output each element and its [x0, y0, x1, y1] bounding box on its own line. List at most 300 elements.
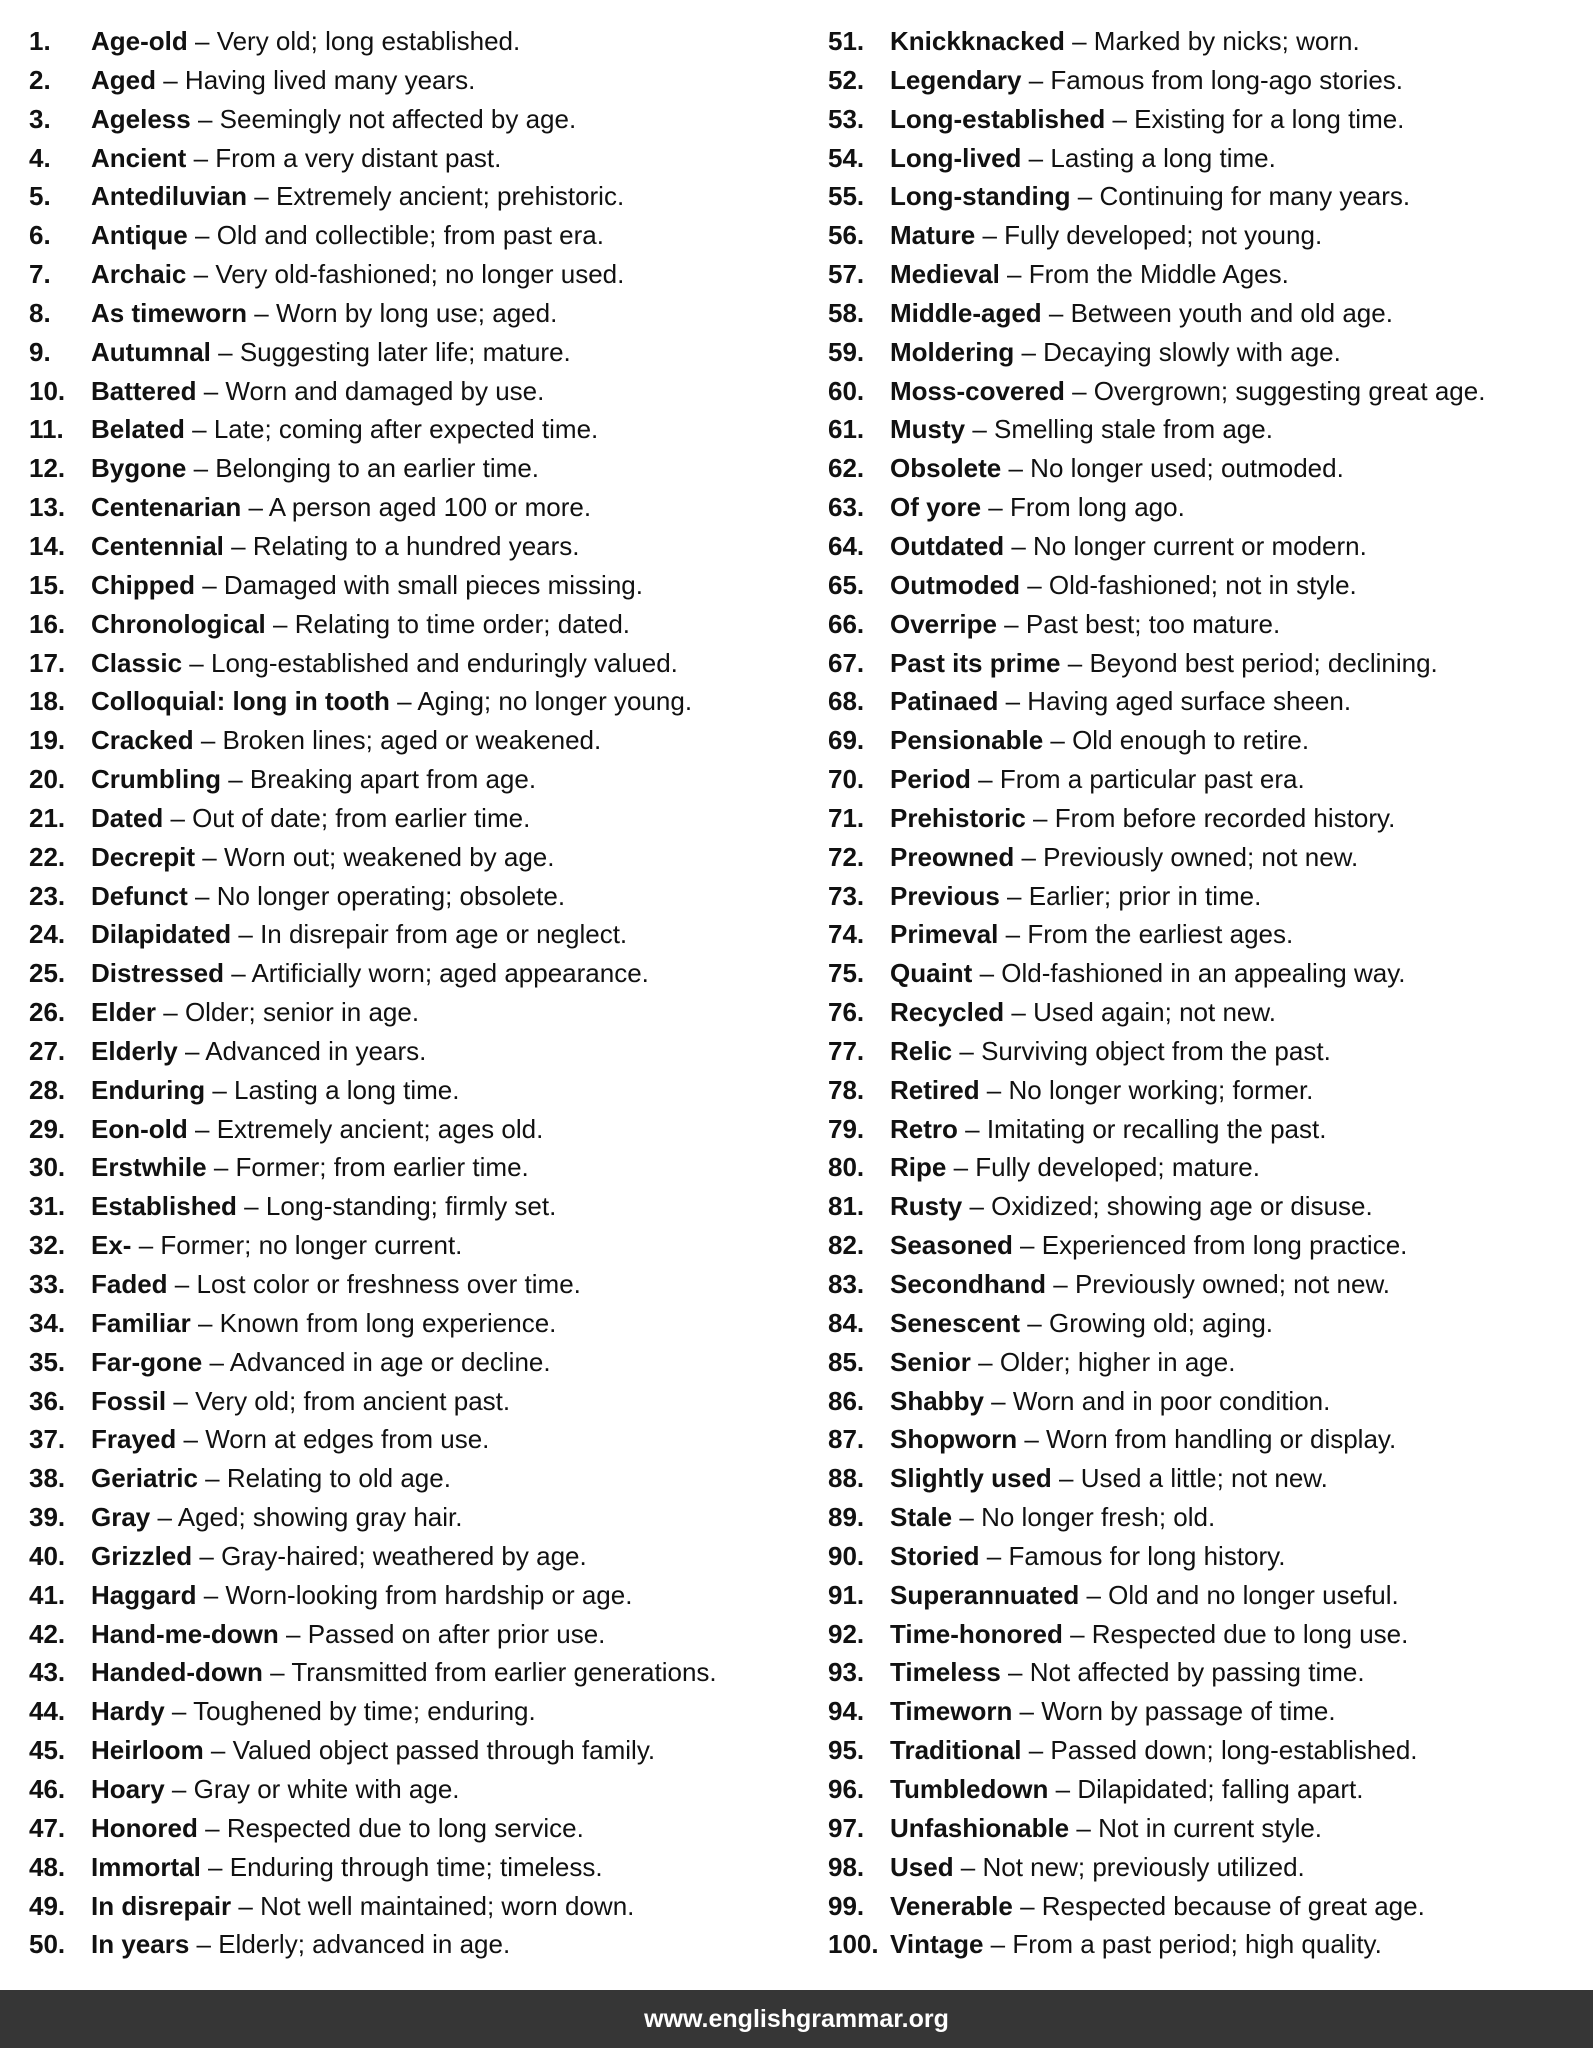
- item-number: 54.: [828, 142, 865, 173]
- item-text: [91, 1537, 587, 1576]
- item-number: 68.: [828, 686, 865, 717]
- item-word: Enduring: [91, 1074, 206, 1105]
- item-number: 50.: [29, 1929, 66, 1960]
- item-text: [890, 1420, 1396, 1459]
- item-separator: –: [952, 1035, 982, 1066]
- item-separator: –: [1004, 997, 1034, 1028]
- item-definition: Out of date; from earlier time.: [192, 802, 531, 833]
- item-word: Senescent: [890, 1307, 1021, 1338]
- list-item: [29, 1187, 799, 1226]
- list-item: [828, 954, 1588, 993]
- item-separator: –: [189, 1929, 219, 1960]
- item-separator: –: [200, 1851, 230, 1882]
- item-separator: –: [998, 686, 1028, 717]
- item-separator: –: [1064, 375, 1094, 406]
- item-word: Stale: [890, 1502, 953, 1533]
- item-separator: –: [187, 220, 217, 251]
- item-definition: Decaying slowly with age.: [1043, 336, 1341, 367]
- item-text: [890, 1887, 1425, 1926]
- item-separator: –: [1012, 1696, 1042, 1727]
- item-text: [890, 1071, 1313, 1110]
- item-separator: –: [970, 764, 1000, 795]
- item-separator: –: [231, 919, 261, 950]
- item-definition: Dilapidated; falling apart.: [1077, 1773, 1364, 1804]
- item-definition: Extremely ancient; ages old.: [216, 1113, 544, 1144]
- list-item: [29, 410, 799, 449]
- item-definition: Not affected by passing time.: [1029, 1657, 1365, 1688]
- item-separator: –: [167, 1269, 197, 1299]
- list-item: [29, 1848, 799, 1887]
- item-text: [890, 1459, 1328, 1498]
- item-separator: –: [1046, 1269, 1075, 1299]
- item-word: Geriatric: [91, 1463, 198, 1494]
- item-separator: –: [156, 997, 185, 1028]
- list-item: [29, 294, 799, 333]
- item-definition: Fully developed; not young.: [1004, 220, 1323, 251]
- item-word: Far-gone: [91, 1346, 203, 1377]
- item-definition: Respected because of great age.: [1041, 1890, 1425, 1921]
- item-definition: Marked by nicks; worn.: [1093, 26, 1360, 56]
- item-text: [890, 1615, 1408, 1654]
- item-definition: Older; higher in age.: [999, 1346, 1236, 1377]
- item-number: 85.: [828, 1346, 865, 1377]
- item-text: [91, 61, 475, 100]
- item-text: [890, 1148, 1260, 1187]
- item-text: [91, 1226, 462, 1265]
- item-number: 96.: [828, 1773, 865, 1804]
- item-number: 74.: [828, 919, 865, 950]
- item-word: Senior: [890, 1346, 971, 1377]
- list-item: [29, 1770, 799, 1809]
- item-word: Battered: [91, 375, 197, 406]
- item-separator: –: [182, 647, 211, 678]
- list-item: [29, 177, 799, 216]
- list-item: [29, 1653, 799, 1692]
- item-text: [890, 372, 1485, 411]
- item-word: Secondhand: [890, 1269, 1047, 1299]
- item-number: 37.: [29, 1424, 66, 1455]
- item-number: 15.: [29, 569, 66, 600]
- item-separator: –: [1079, 1579, 1109, 1610]
- item-text: [91, 1809, 584, 1848]
- item-word: Venerable: [890, 1890, 1013, 1921]
- item-separator: –: [131, 1230, 161, 1261]
- item-word: Superannuated: [890, 1579, 1080, 1610]
- word-list: [0, 22, 1593, 1972]
- item-separator: –: [195, 569, 224, 600]
- list-item: [29, 1925, 799, 1964]
- list-item: [828, 139, 1588, 178]
- item-separator: –: [1064, 26, 1094, 56]
- item-text: [91, 1848, 603, 1887]
- item-definition: Seemingly not affected by age.: [219, 103, 577, 134]
- item-number: 89.: [828, 1502, 865, 1533]
- list-item: [29, 61, 799, 100]
- item-text: [890, 333, 1341, 372]
- item-number: 24.: [29, 919, 66, 950]
- item-word: Heirloom: [91, 1735, 204, 1766]
- item-separator: –: [1001, 453, 1031, 484]
- item-text: [91, 1071, 459, 1110]
- list-item: [29, 1343, 799, 1382]
- item-word: Chipped: [91, 569, 195, 600]
- item-word: Quaint: [890, 958, 973, 989]
- item-word: Hoary: [91, 1773, 165, 1804]
- item-word: Long-established: [890, 103, 1106, 134]
- item-word: Honored: [91, 1812, 198, 1843]
- item-definition: Respected due to long use.: [1091, 1618, 1409, 1649]
- item-text: [91, 139, 501, 178]
- item-separator: –: [1021, 64, 1051, 95]
- item-separator: –: [1025, 802, 1055, 833]
- item-text: [890, 1382, 1330, 1421]
- item-word: Frayed: [91, 1424, 177, 1455]
- item-separator: –: [1000, 1657, 1030, 1688]
- item-word: Handed-down: [91, 1657, 263, 1688]
- item-number: 3.: [29, 103, 51, 134]
- item-number: 33.: [29, 1269, 66, 1299]
- item-text: [91, 1770, 460, 1809]
- item-number: 77.: [828, 1035, 865, 1066]
- item-word: Immortal: [91, 1851, 201, 1882]
- item-number: 17.: [29, 647, 66, 678]
- item-separator: –: [193, 725, 223, 756]
- item-text: [91, 488, 591, 527]
- item-text: [890, 527, 1367, 566]
- item-definition: Lasting a long time.: [234, 1074, 460, 1105]
- item-separator: –: [231, 1890, 261, 1921]
- list-item: [828, 372, 1588, 411]
- item-text: [91, 216, 604, 255]
- item-separator: –: [192, 1540, 222, 1571]
- item-word: Colloquial: long in tooth: [91, 686, 390, 717]
- item-separator: –: [223, 958, 252, 989]
- item-text: [890, 216, 1322, 255]
- item-text: [91, 1420, 489, 1459]
- item-separator: –: [1021, 1735, 1051, 1766]
- item-definition: Surviving object from the past.: [981, 1035, 1331, 1066]
- item-number: 28.: [29, 1074, 66, 1105]
- item-text: [91, 644, 678, 683]
- item-word: Defunct: [91, 880, 188, 911]
- item-definition: Belonging to an earlier time.: [215, 453, 540, 484]
- item-word: Obsolete: [890, 453, 1002, 484]
- footer-site-link[interactable]: www.englishgrammar.org: [644, 2004, 949, 2033]
- item-text: [91, 1382, 510, 1421]
- list-item: [828, 1770, 1588, 1809]
- item-text: [91, 721, 601, 760]
- item-separator: –: [975, 220, 1005, 251]
- item-separator: –: [223, 530, 253, 561]
- item-text: [890, 1925, 1382, 1964]
- item-definition: Lasting a long time.: [1050, 142, 1276, 173]
- list-item: [29, 1148, 799, 1187]
- item-number: 84.: [828, 1307, 865, 1338]
- item-word: Classic: [91, 647, 183, 678]
- item-number: 6.: [29, 220, 51, 251]
- item-number: 92.: [828, 1618, 865, 1649]
- item-definition: From the Middle Ages.: [1028, 259, 1289, 290]
- item-word: Recycled: [890, 997, 1005, 1028]
- item-text: [91, 1148, 529, 1187]
- item-word: Distressed: [91, 958, 224, 989]
- item-definition: Gray-haired; weathered by age.: [221, 1540, 587, 1571]
- item-definition: Passed down; long-established.: [1050, 1735, 1418, 1766]
- item-text: [890, 877, 1261, 916]
- item-definition: Advanced in years.: [205, 1035, 427, 1066]
- item-number: 61.: [828, 414, 865, 445]
- item-word: Retired: [890, 1074, 980, 1105]
- list-item: [29, 1459, 799, 1498]
- item-definition: From before recorded history.: [1054, 802, 1396, 833]
- item-definition: Old enough to retire.: [1072, 725, 1310, 756]
- list-item: [29, 993, 799, 1032]
- item-text: [890, 488, 1185, 527]
- item-definition: Relating to a hundred years.: [252, 530, 580, 561]
- item-word: Gray: [91, 1502, 151, 1533]
- item-separator: –: [202, 1346, 230, 1377]
- item-word: Ex-: [91, 1230, 132, 1261]
- item-separator: –: [981, 492, 1010, 523]
- item-definition: Used a little; not new.: [1080, 1463, 1328, 1494]
- item-definition: Advanced in age or decline.: [229, 1346, 551, 1377]
- list-item: [828, 1848, 1588, 1887]
- item-number: 88.: [828, 1463, 865, 1494]
- item-text: [890, 61, 1403, 100]
- item-separator: –: [236, 1191, 266, 1222]
- item-text: [890, 605, 1280, 644]
- item-number: 52.: [828, 64, 865, 95]
- item-word: Past its prime: [890, 647, 1061, 678]
- item-separator: –: [247, 297, 276, 328]
- item-word: Chronological: [91, 608, 266, 639]
- item-text: [91, 838, 554, 877]
- item-definition: Valued object passed through family.: [232, 1735, 656, 1766]
- item-text: [890, 721, 1309, 760]
- item-definition: Worn from handling or display.: [1046, 1424, 1397, 1455]
- item-definition: Used again; not new.: [1033, 997, 1276, 1028]
- item-separator: –: [979, 1074, 1009, 1105]
- item-number: 41.: [29, 1579, 66, 1610]
- item-text: [91, 1925, 510, 1964]
- item-separator: –: [166, 1385, 196, 1416]
- item-separator: –: [195, 841, 224, 872]
- item-definition: From a very distant past.: [215, 142, 502, 173]
- item-text: [890, 1226, 1407, 1265]
- list-item: [828, 216, 1588, 255]
- item-separator: –: [983, 1929, 1013, 1960]
- list-item: [828, 294, 1588, 333]
- item-separator: –: [972, 958, 1002, 989]
- list-item: [828, 1071, 1588, 1110]
- item-definition: Extremely ancient; prehistoric.: [275, 181, 625, 212]
- item-word: Retro: [890, 1113, 958, 1144]
- list-item: [828, 605, 1588, 644]
- item-text: [890, 449, 1344, 488]
- item-separator: –: [1014, 336, 1044, 367]
- list-item: [828, 566, 1588, 605]
- item-word: Grizzled: [91, 1540, 193, 1571]
- list-item: [29, 1226, 799, 1265]
- item-definition: Very old-fashioned; no longer used.: [215, 259, 625, 290]
- item-word: Centennial: [91, 530, 224, 561]
- item-word: Preowned: [890, 841, 1015, 872]
- item-separator: –: [1020, 569, 1049, 600]
- item-word: As timeworn: [91, 297, 248, 328]
- item-definition: No longer current or modern.: [1033, 530, 1367, 561]
- item-word: Cracked: [91, 725, 194, 756]
- item-definition: Imitating or recalling the past.: [986, 1113, 1327, 1144]
- item-separator: –: [1069, 1812, 1099, 1843]
- item-number: 11.: [29, 414, 64, 445]
- list-item: [29, 488, 799, 527]
- list-item: [828, 1692, 1588, 1731]
- list-item: [29, 216, 799, 255]
- item-text: [91, 605, 630, 644]
- item-text: [890, 1304, 1273, 1343]
- item-number: 49.: [29, 1890, 66, 1921]
- item-text: [91, 449, 539, 488]
- list-item: [29, 449, 799, 488]
- item-word: Vintage: [890, 1929, 984, 1960]
- item-number: 83.: [828, 1269, 865, 1299]
- list-item: [29, 1498, 799, 1537]
- item-word: Fossil: [91, 1385, 167, 1416]
- item-word: Age-old: [91, 26, 188, 56]
- item-separator: –: [196, 1579, 226, 1610]
- list-item: [828, 915, 1588, 954]
- list-item: [828, 1576, 1588, 1615]
- item-number: 26.: [29, 997, 66, 1028]
- item-separator: –: [186, 453, 216, 484]
- item-text: [890, 100, 1404, 139]
- item-word: Middle-aged: [890, 297, 1042, 328]
- item-definition: Long-standing; firmly set.: [265, 1191, 557, 1222]
- list-item: [29, 915, 799, 954]
- item-word: Elder: [91, 997, 157, 1028]
- item-separator: –: [979, 1540, 1009, 1571]
- item-number: 27.: [29, 1035, 66, 1066]
- item-separator: –: [190, 103, 220, 134]
- item-number: 44.: [29, 1696, 66, 1727]
- item-definition: Respected due to long service.: [226, 1812, 584, 1843]
- list-item: [828, 527, 1588, 566]
- item-number: 94.: [828, 1696, 865, 1727]
- item-text: [890, 954, 1406, 993]
- item-text: [890, 644, 1438, 683]
- item-word: Timeworn: [890, 1696, 1013, 1727]
- item-number: 23.: [29, 880, 66, 911]
- item-word: Moldering: [890, 336, 1015, 367]
- item-text: [890, 294, 1393, 333]
- item-text: [91, 799, 530, 838]
- item-separator: –: [278, 1618, 308, 1649]
- list-item: [29, 527, 799, 566]
- item-separator: –: [164, 1696, 194, 1727]
- list-item: [29, 1110, 799, 1149]
- item-definition: Worn out; weakened by age.: [223, 841, 555, 872]
- list-item: [828, 100, 1588, 139]
- item-definition: Continuing for many years.: [1099, 181, 1411, 212]
- item-word: Bygone: [91, 453, 187, 484]
- item-separator: –: [946, 1152, 976, 1183]
- item-definition: Previously owned; not new.: [1074, 1269, 1391, 1299]
- list-item: [828, 644, 1588, 683]
- item-definition: Aged; showing gray hair.: [177, 1502, 463, 1533]
- item-text: [91, 255, 624, 294]
- item-definition: Growing old; aging.: [1049, 1307, 1274, 1338]
- item-separator: –: [221, 764, 250, 795]
- item-number: 75.: [828, 958, 865, 989]
- item-definition: Worn and damaged by use.: [225, 375, 545, 406]
- item-number: 30.: [29, 1152, 66, 1183]
- item-word: Ancient: [91, 142, 187, 173]
- item-separator: –: [1043, 725, 1073, 756]
- item-separator: –: [1105, 103, 1135, 134]
- item-definition: Elderly; advanced in age.: [218, 1929, 511, 1960]
- item-number: 78.: [828, 1074, 865, 1105]
- item-number: 20.: [29, 764, 66, 795]
- item-word: Haggard: [91, 1579, 197, 1610]
- item-word: In disrepair: [91, 1890, 232, 1921]
- item-definition: A person aged 100 or more.: [268, 492, 592, 523]
- item-text: [91, 1110, 543, 1149]
- list-item: [828, 1498, 1588, 1537]
- item-text: [890, 1187, 1373, 1226]
- item-word: Outmoded: [890, 569, 1020, 600]
- item-number: 7.: [29, 259, 51, 290]
- item-word: Archaic: [91, 259, 187, 290]
- item-number: 58.: [828, 297, 865, 328]
- item-number: 46.: [29, 1773, 66, 1804]
- list-item: [828, 799, 1588, 838]
- item-text: [890, 1032, 1331, 1071]
- item-text: [91, 294, 557, 333]
- item-word: Long-standing: [890, 181, 1071, 212]
- item-word: Faded: [91, 1269, 168, 1299]
- item-text: [890, 915, 1293, 954]
- item-word: Shopworn: [890, 1424, 1018, 1455]
- item-number: 62.: [828, 453, 865, 484]
- list-item: [828, 1226, 1588, 1265]
- item-separator: –: [150, 1502, 178, 1533]
- item-definition: Between youth and old age.: [1070, 297, 1393, 328]
- list-item: [828, 1653, 1588, 1692]
- item-definition: Very old; from ancient past.: [195, 1385, 511, 1416]
- item-text: [890, 993, 1276, 1032]
- item-separator: –: [247, 181, 276, 212]
- item-word: Eon-old: [91, 1113, 188, 1144]
- item-text: [890, 1692, 1336, 1731]
- item-separator: –: [163, 802, 193, 833]
- item-separator: –: [952, 1502, 982, 1533]
- item-number: 86.: [828, 1385, 865, 1416]
- item-text: [890, 760, 1305, 799]
- item-number: 97.: [828, 1812, 865, 1843]
- list-item: [29, 877, 799, 916]
- item-number: 76.: [828, 997, 865, 1028]
- list-item: [828, 1265, 1588, 1304]
- item-number: 10.: [29, 375, 66, 406]
- item-word: Elderly: [91, 1035, 178, 1066]
- item-separator: –: [1070, 181, 1100, 212]
- item-text: [91, 372, 544, 411]
- item-definition: Relating to old age.: [226, 1463, 451, 1494]
- item-number: 100.: [828, 1929, 879, 1960]
- item-number: 51.: [828, 26, 865, 56]
- item-text: [91, 527, 580, 566]
- item-number: 2.: [29, 64, 51, 95]
